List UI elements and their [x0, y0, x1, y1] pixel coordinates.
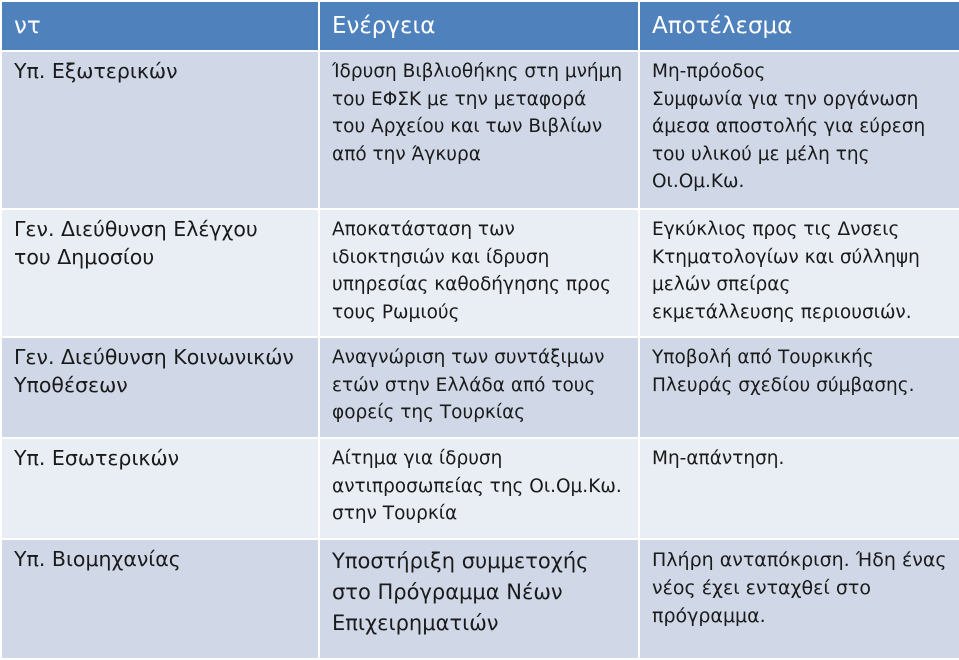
result-cell [639, 438, 959, 539]
action-cell [319, 209, 639, 337]
table-header-row [1, 1, 959, 51]
table-row [1, 209, 959, 337]
table-row [1, 337, 959, 438]
header-action: Ενέργεια [319, 1, 639, 51]
authority-cell [1, 539, 319, 659]
action-cell [319, 539, 639, 659]
authority-text: Γεν. Διεύθυνση Κοινωνικών Υποθέσεων [14, 345, 294, 397]
result-cell [639, 209, 959, 337]
authority-cell [1, 438, 319, 539]
action-cell [319, 438, 639, 539]
header-authority: ντ [1, 1, 319, 51]
result-cell [639, 51, 959, 209]
action-text: Αποκατάσταση των ιδιοκτησιών και ίδρυση υπηρεσίας καθοδήγησης προς τους Ρωμιούς [332, 219, 611, 323]
action-text: Αίτημα για ίδρυση αντιπροσωπείας της Οι.Ομ.Κω. στην Τουρκία [332, 448, 622, 524]
authority-cell [1, 337, 319, 438]
action-text: Αναγνώριση των συντάξιμων ετών στην Ελλάδα από τους φορείς της Τουρκίας [332, 347, 605, 423]
authority-text: Υπ. Βιομηχανίας [14, 547, 181, 571]
action-cell [319, 337, 639, 438]
action-text: Ίδρυση Βιβλιοθήκης στη μνήμη του ΕΦΣΚ με την μεταφορά του Αρχείου και των Βιβλίων από την Άγκυρα [332, 61, 623, 165]
result-cell [639, 337, 959, 438]
table-row [1, 438, 959, 539]
result-text: Πλήρη ανταπόκριση. Ήδη ένας νέος έχει ενταχθεί στο πρόγραμμα. [652, 549, 947, 627]
action-cell [319, 51, 639, 209]
authority-text: Υπ. Εξωτερικών [14, 59, 178, 83]
authority-text: Υπ. Εσωτερικών [14, 446, 180, 470]
authority-cell [1, 209, 319, 337]
result-text: Υποβολή από Τουρκικής Πλευράς σχεδίου σύμβασης. [652, 347, 915, 396]
result-text: Μη-πρόοδος Συμφωνία για την οργάνωση άμεσα αποστολής για εύρεση του υλικού με μέλη της Οι.Ομ.Κω. [652, 61, 926, 192]
result-cell [639, 539, 959, 659]
result-text: Εγκύκλιος προς τις Δνσεις Κτηματολογίων και σύλληψη μελών σπείρας εκμετάλλευσης περιουσιών. [652, 219, 920, 323]
action-text: Υποστήριξη συμμετοχής στο Πρόγραμμα Νέων Επιχειρηματιών [332, 549, 589, 635]
table-row [1, 539, 959, 659]
authority-text: Γεν. Διεύθυνση Ελέγχου του Δημοσίου [14, 217, 258, 269]
authority-cell [1, 51, 319, 209]
header-result: Αποτέλεσμα [639, 1, 959, 51]
table-row [1, 51, 959, 209]
result-text: Μη-απάντηση. [652, 448, 785, 469]
